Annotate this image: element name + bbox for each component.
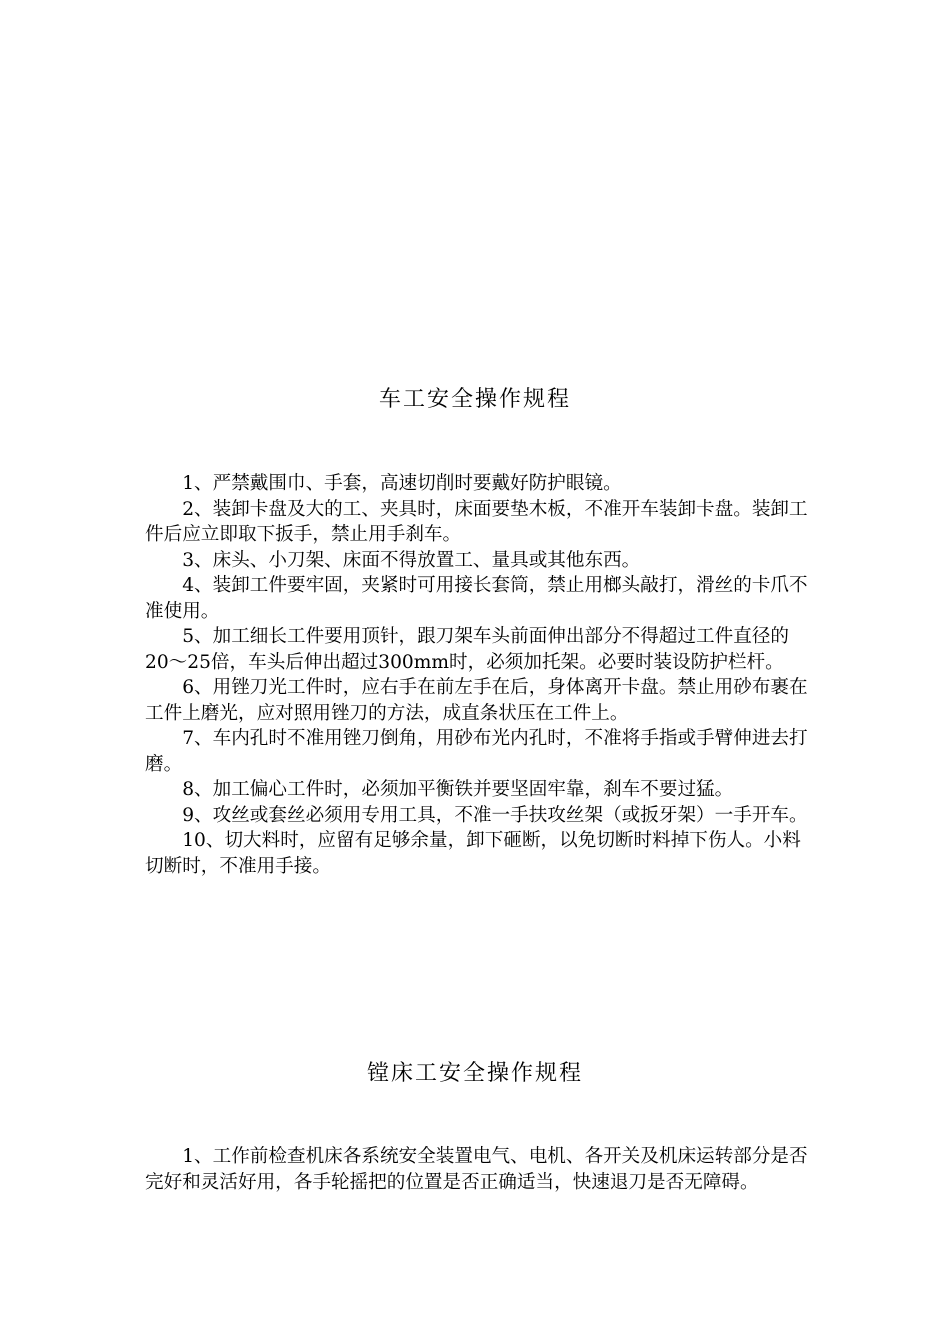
rule-item: 1、严禁戴围巾、手套，高速切削时要戴好防护眼镜。	[182, 473, 622, 494]
rule-item: 1、工作前检查机床各系统安全装置电气、电机、各开关及机床运转部分是否完好和灵活好用，各手轮摇把的位置是否正确适当，快速退刀是否无障碍。	[145, 1146, 808, 1193]
rule-item: 3、床头、小刀架、床面不得放置工、量具或其他东西。	[182, 549, 641, 571]
section-body-boring	[145, 1144, 810, 1195]
rule-item: 6、用锉刀光工件时，应右手在前左手在后，身体离开卡盘。禁止用砂布裹在工件上磨光，应对照用锉刀的方法，成直条状压在工件上。	[145, 677, 808, 724]
section-body-lathe	[145, 471, 810, 879]
rule-item: 7、车内孔时不准用锉刀倒角，用砂布光内孔时，不准将手指或手臂伸进去打磨。	[145, 728, 808, 775]
section-title-boring: 镗床工安全操作规程	[366, 1061, 583, 1086]
rule-item: 9、攻丝或套丝必须用专用工具，不准一手扶攻丝架（或扳牙架）一手开车。	[182, 804, 808, 826]
rule-item: 2、装卸卡盘及大的工、夹具时，床面要垫木板，不准开车装卸卡盘。装卸工件后应立即取下扳手，禁止用手刹车。	[145, 498, 808, 545]
section-title-lathe: 车工安全操作规程	[378, 387, 571, 412]
rule-item: 10、切大料时，应留有足够余量，卸下砸断，以免切断时料掉下伤人。小料切断时，不准用手接。	[145, 830, 801, 877]
rule-item: 8、加工偏心工件时，必须加平衡铁并要坚固牢靠，刹车不要过猛。	[182, 779, 734, 800]
rule-item: 4、装卸工件要牢固，夹紧时可用接长套筒，禁止用榔头敲打，滑丝的卡爪不准使用。	[145, 575, 808, 622]
rule-item: 5、加工细长工件要用顶针，跟刀架车头前面伸出部分不得超过工件直径的20～25倍，车头后伸出超过300mm时，必须加托架。必要时装设防护栏杆。	[145, 626, 790, 673]
